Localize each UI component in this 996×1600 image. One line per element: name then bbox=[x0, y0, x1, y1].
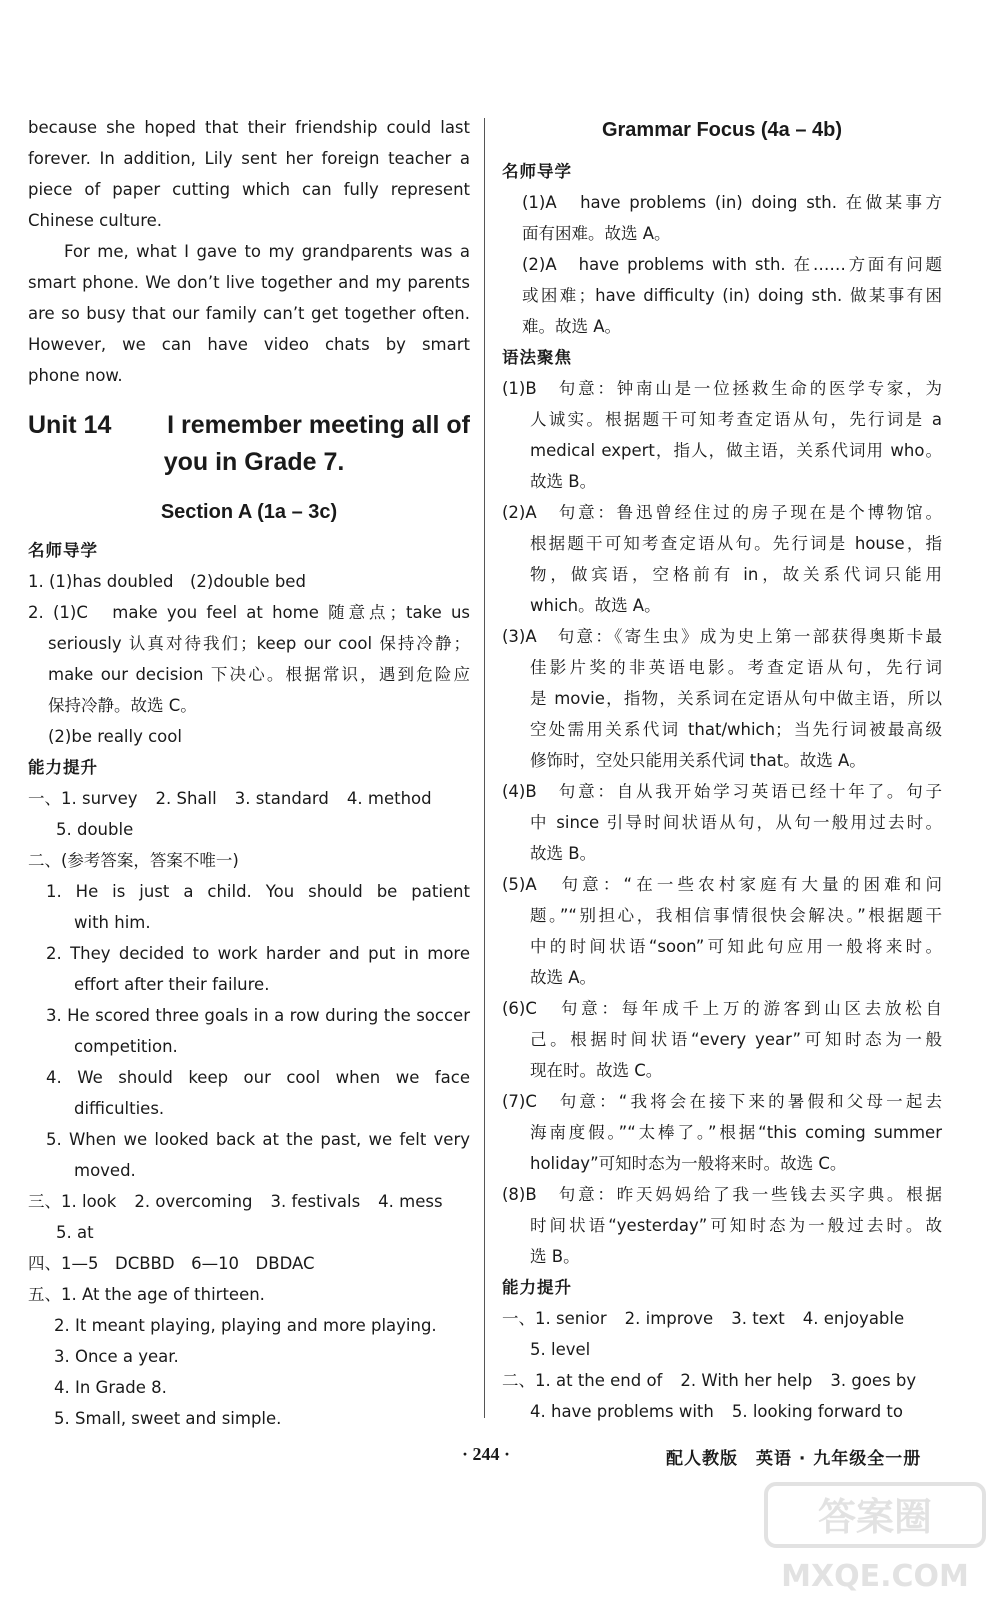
unit-title bbox=[28, 407, 470, 481]
right-column: Grammar Focus (4a – 4b) 名师导学 (1)A have problems (in) doing sth. 在做某事方 面有困难。故选 A。 (2)A have problems with sth. 在……方面有问题 或困难；have difficulty (in) doing sth. 做某事有困 难。故选 A。 语法聚焦 (1)B 句意：钟南山是一位拯救生命的医学专家，为 人诚实。根据题干可知考查定语从句，先行词是 a medical expert，指人，做主语，关系代词用 who。 故选 B。 (2)A 句意：鲁迅曾经住过的房子现在是个博物馆。 根据题干可知考查定语从句。先行词是 house，指 物，做宾语，空格前有 in，故关系代词只能用 which。故选 A。 (3)A 句意：《寄生虫》成为史上第一部获得奥斯卡最 佳影片奖的非英语电影。考查定语从句，先行词 是 movie，指物，关系词在定语从句中做主语，所以 空处需用关系代词 that/which；当先行词被最高级 修饰时，空处只能用关系代词 that。故选 A。 (4)B 句意：自从我开始学习英语已经十年了。句子 中 since 引导时间状语从句，从句一般用过去时。 故选 B。 (5)A 句意：“在一些农村家庭有大量的困难和问 题。”“别担心，我相信事情很快会解决。”根据题干 中的时间状语“soon”可知此句应用一般将来时。 故选 A。 (6)C 句意：每年成千上万的游客到山区去放松自 己。根据时间状语“every year”可知时态为一般 现在时。故选 C。 (7)C 句意：“我将会在接下来的暑假和父母一起去 海南度假。”“太棒了。”根据“this coming summer holiday”可知时态为一般将来时。故选 C。 (8)B 句意：昨天妈妈给了我一些钱去买字典。根据 时间状语“yesterday”可知时态为一般过去时。故 选 B。 能力提升 一、 1. senior 2. improve 3. text 4. enjoyable 5. level 二、 1. at the end of 2. With her help 3. goes by 4. have problems with 5. looking forward to bbox=[502, 112, 942, 1427]
watermark-top-text: 答案圈 bbox=[817, 1495, 933, 1539]
ability-heading: 能力提升 bbox=[502, 1278, 572, 1297]
grammar-item-5: (5)A 句意：“在一些农村家庭有大量的困难和问 题。”“别担心，我相信事情很快会解决。”根据题干 中的时间状语“soon”可知此句应用一般将来时。 故选 A。 bbox=[502, 875, 942, 987]
guide-q1: (1)A have problems (in) doing sth. 在做某事方 面有困难。故选 A。 bbox=[522, 193, 942, 243]
essay-continuation: because she hoped that their friendship could last forever. In addition, Lily sent her foreign teacher a piece of paper cutting which can fully represent Chinese culture. bbox=[28, 118, 470, 230]
left-column: because she hoped that their friendship could last forever. In addition, Lily sent her foreign teacher a piece of paper cutting which can fully represent Chinese culture. For me, what I gave to my grandparents was a smart phone. We don’t live together and my parents are so busy that our family can’t get together often. However, we can have video chats by smart phone now. Unit 14 I remember meeting all of you in Grade 7. Section A (1a – 3c) 名师导学 1. (1)has doubled (2)double bed 2. (1)C make you feel at home 随意点；take us seriously 认真对待我们；keep our cool 保持冷静； make our decision 下决心。根据常识，遇到危险应 保持冷静。故选 C。 (2)be really cool 能力提升 一、 1. survey 2. Shall 3. standard 4. method 5. double 二、(参考答案，答案不唯一) 1. He is just a child. You should be patient with him. 2. They decided to work harder and put in more effort after their failure. 3. He scored three goals in a row during the soccer competition. 4. We should keep our cool when we face difficulties. 5. When we looked back at the past, we felt very moved. 三、 1. look 2. overcoming 3. festivals 4. mess 5. at 四、1—5 DCBBD 6—10 DBDAC 五、 1. At the age of thirteen. 2. It meant playing, playing and more playing. 3. Once a year. 4. In Grade 8. 5. Small, sweet and simple. bbox=[28, 112, 470, 1434]
list-item: 3. He scored three goals in a row during the soccer competition. bbox=[46, 1006, 470, 1056]
exercise-2: 二、 1. at the end of 2. With her help 3. goes by bbox=[502, 1371, 917, 1390]
grammar-item-4: (4)B 句意：自从我开始学习英语已经十年了。句子 中 since 引导时间状语从句，从句一般用过去时。 故选 B。 bbox=[502, 782, 942, 863]
exercise-5: 五、 1. At the age of thirteen. 2. It meant playing, playing and more playing. 3. Once a year. 4. In Grade 8. 5. Small, sweet and simple. bbox=[28, 1285, 437, 1428]
guide-q2: (2)A have problems with sth. 在……方面有问题 或困难；have difficulty (in) doing sth. 做某事有困 难。故选 A。 bbox=[522, 255, 942, 336]
grammar-items bbox=[502, 373, 942, 1272]
exercise-2-heading: 二、(参考答案，答案不唯一) bbox=[28, 851, 239, 870]
grammar-item-6: (6)C 句意：每年成千上万的游客到山区去放松自 己。根据时间状语“every year”可知时态为一般 现在时。故选 C。 bbox=[502, 999, 942, 1080]
list-item: 4. We should keep our cool when we face difficulties. bbox=[46, 1068, 470, 1118]
ability-heading: 能力提升 bbox=[28, 758, 98, 777]
grammar-item-3: (3)A 句意：《寄生虫》成为史上第一部获得奥斯卡最 佳影片奖的非英语电影。考查定语从句，先行词 是 movie，指物，关系词在定语从句中做主语，所以 空处需用关系代词 that/which；当先行词被最高级 修饰时，空处只能用关系代词 that。故选 A。 bbox=[502, 627, 942, 770]
exercise-2 bbox=[28, 876, 470, 1186]
exercise-1: 一、 1. senior 2. improve 3. text 4. enjoyable bbox=[502, 1309, 905, 1328]
watermark-logo bbox=[760, 1478, 990, 1596]
grammar-item-8: (8)B 句意：昨天妈妈给了我一些钱去买字典。根据 时间状语“yesterday”可知时态为一般过去时。故 选 B。 bbox=[502, 1185, 942, 1266]
unit-title-line2: you in Grade 7. bbox=[163, 448, 345, 476]
guide-item-2: 2. (1)C make you feel at home 随意点；take us seriously 认真对待我们；keep our cool 保持冷静； make our decision 下决心。根据常识，遇到危险应 保持冷静。故选 C。 (2)be really cool bbox=[28, 603, 470, 746]
essay-paragraph: For me, what I gave to my grandparents was a smart phone. We don’t live together and my parents are so busy that our family can’t get together often. However, we can have video chats by smart phone now. bbox=[28, 242, 470, 385]
exercise-1: 一、 1. survey 2. Shall 3. standard 4. method bbox=[28, 789, 432, 808]
exercise-3: 三、 1. look 2. overcoming 3. festivals 4. mess bbox=[28, 1192, 443, 1211]
grammar-item-2: (2)A 句意：鲁迅曾经住过的房子现在是个博物馆。 根据题干可知考查定语从句。先行词是 house，指 物，做宾语，空格前有 in，故关系代词只能用 which。故选 A。 bbox=[502, 503, 942, 615]
section-title: Section A (1a – 3c) bbox=[160, 501, 338, 523]
grammar-focus-title: Grammar Focus (4a – 4b) bbox=[601, 119, 843, 141]
grammar-heading: 语法聚焦 bbox=[502, 348, 572, 367]
guide-heading: 名师导学 bbox=[28, 541, 98, 560]
guide-heading: 名师导学 bbox=[502, 162, 572, 181]
grammar-item-1: (1)B 句意：钟南山是一位拯救生命的医学专家，为 人诚实。根据题干可知考查定语从句，先行词是 a medical expert，指人，做主语，关系代词用 who。 故选 B。 bbox=[502, 379, 942, 491]
edition-label: 配人教版 英语 · 九年级全一册 bbox=[666, 1449, 922, 1469]
unit-number: Unit 14 bbox=[28, 411, 112, 439]
exercise-4: 四、1—5 DCBBD 6—10 DBDAC bbox=[28, 1254, 315, 1273]
unit-title-line1: I remember meeting all of bbox=[167, 411, 470, 439]
grammar-item-7: (7)C 句意：“我将会在接下来的暑假和父母一起去 海南度假。”“太棒了。”根据“this coming summer holiday”可知时态为一般将来时。故选 C。 bbox=[502, 1092, 942, 1173]
column-divider bbox=[484, 118, 485, 1418]
list-item: 5. When we looked back at the past, we felt very moved. bbox=[46, 1130, 470, 1180]
list-item: 2. They decided to work harder and put in more effort after their failure. bbox=[46, 944, 470, 994]
watermark-bottom-text: MXQE.COM bbox=[781, 1559, 969, 1594]
page-number: · 244 · bbox=[462, 1444, 511, 1464]
list-item: 1. He is just a child. You should be patient with him. bbox=[46, 882, 470, 932]
guide-item-1: 1. (1)has doubled (2)double bed bbox=[28, 572, 306, 591]
